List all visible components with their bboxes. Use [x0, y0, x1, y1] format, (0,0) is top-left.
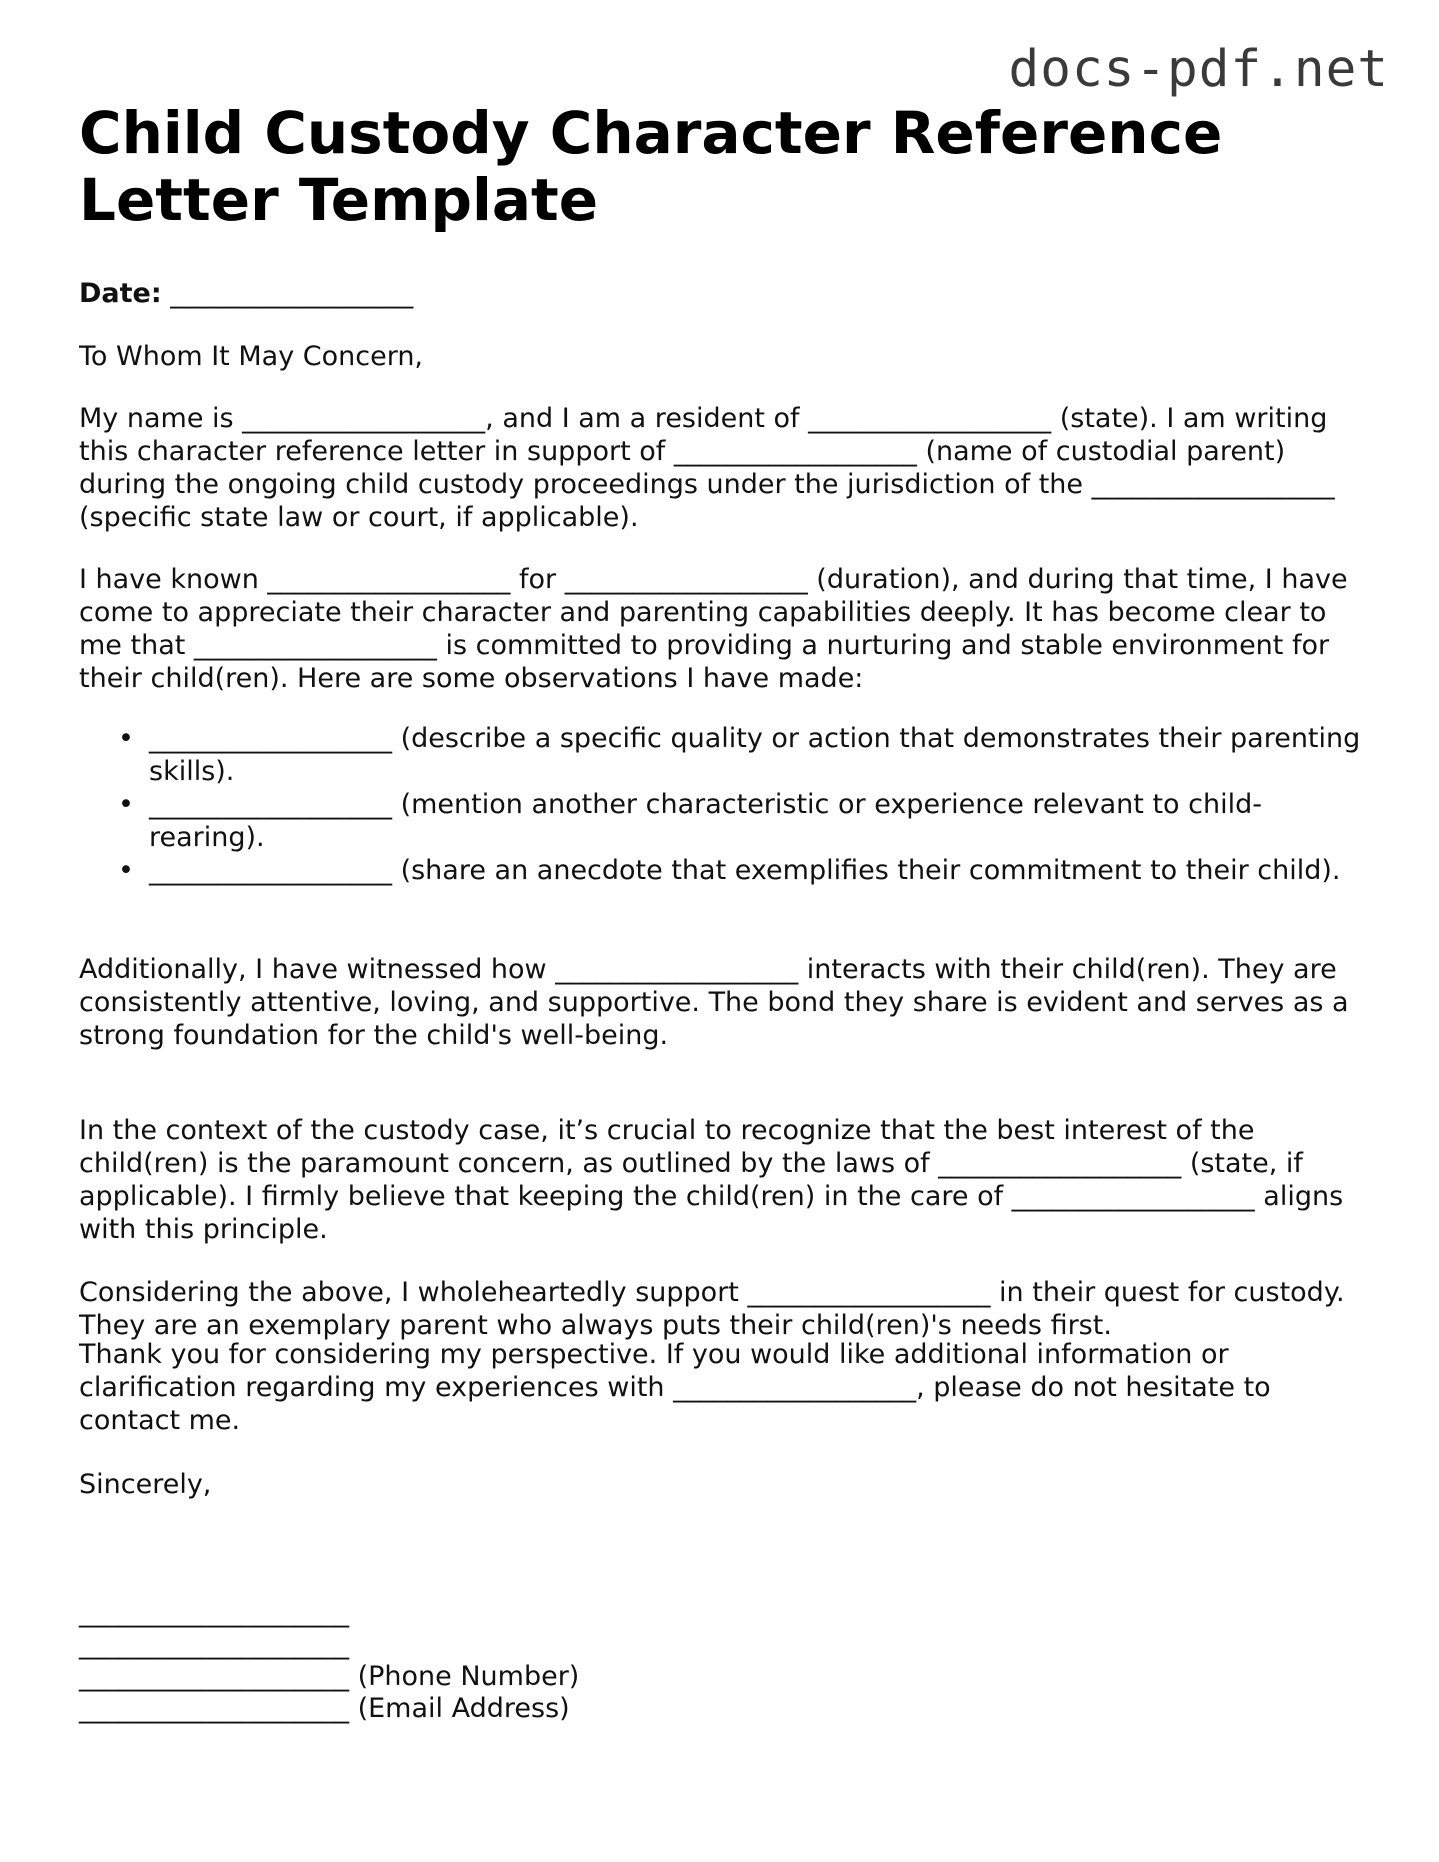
- signature-block: [79, 1597, 579, 1725]
- signature-address-line: ____________________: [79, 1629, 349, 1660]
- intro-paragraph: My name is __________________, and I am a resident of __________________ (state). I am writing this character reference letter in support of __________________ (name of custodial parent) during the ongoing child custody proceedings under the jurisdiction of the __________________ (specific state law or court, if applicable).: [79, 403, 1335, 533]
- list-item: • __________________ (describe a specific quality or action that demonstrates their parenting skills).: [149, 722, 1364, 788]
- signature-phone-line: ____________________ (Phone Number): [79, 1661, 580, 1692]
- watermark: docs-pdf.net: [1008, 40, 1389, 99]
- interaction-paragraph: Additionally, I have witnessed how __________________ interacts with their child(ren). They are consistently attentive, loving, and supportive. The bond they share is evident and serves as a strong foundation for the child's well-being.: [79, 954, 1349, 1051]
- greeting: To Whom It May Concern,: [79, 341, 424, 372]
- thank-you-paragraph: Thank you for considering my perspective. If you would like additional information or clarification regarding my experiences with __________________, please do not hesitate to contact me.: [79, 1339, 1271, 1436]
- letter-document: [79, 99, 1364, 1724]
- page-title: Child Custody Character Reference Letter Template: [79, 99, 1223, 234]
- list-item: • __________________ (mention another characteristic or experience relevant to child-rearing).: [149, 788, 1364, 854]
- signature-name-line: ____________________: [79, 1597, 349, 1628]
- best-interest-paragraph: In the context of the custody case, it’s crucial to recognize that the best interest of the child(ren) is the paramount concern, as outlined by the laws of __________________ (state, if applicable). I firmly believe that keeping the child(ren) in the care of __________________ aligns with this principle.: [79, 1115, 1344, 1245]
- closing: Sincerely,: [79, 1469, 212, 1500]
- date-label: Date:: [79, 278, 162, 309]
- support-paragraph: Considering the above, I wholeheartedly support __________________ in their quest for custody. They are an exemplary parent who always puts their child(ren)'s needs first.: [79, 1277, 1345, 1341]
- date-line: [79, 277, 413, 310]
- observations-list: [79, 722, 1364, 887]
- list-item: • __________________ (share an anecdote that exemplifies their commitment to their child).: [149, 854, 1364, 887]
- acquaintance-paragraph: I have known __________________ for __________________ (duration), and during that time, I have come to appreciate their character and parenting capabilities deeply. It has become clear to me that __________________ is committed to providing a nurturing and stable environment for their child(ren). Here are some observations I have made:: [79, 564, 1348, 694]
- signature-email-line: ____________________ (Email Address): [79, 1693, 570, 1724]
- date-blank: __________________: [170, 278, 414, 309]
